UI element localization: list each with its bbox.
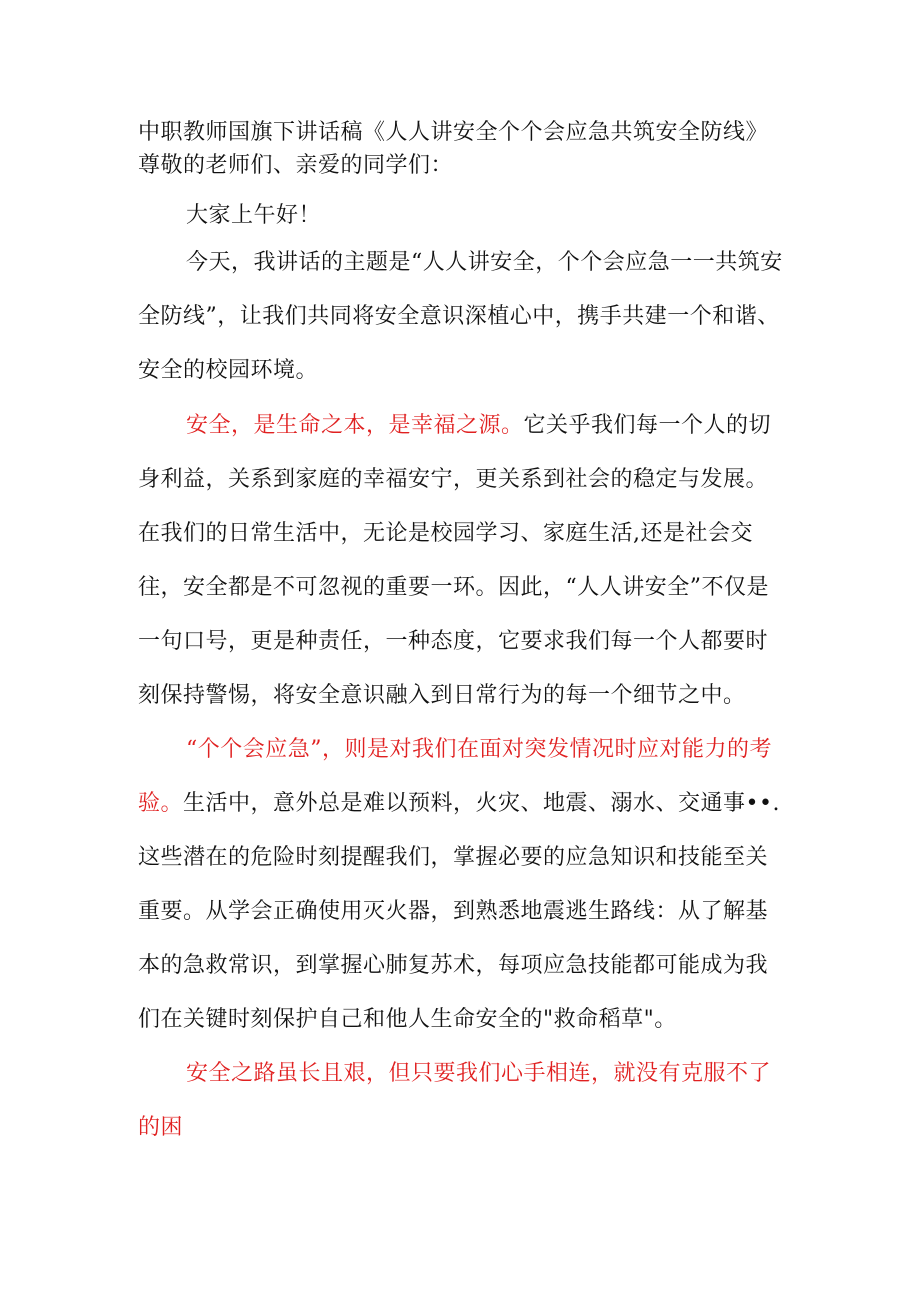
emergency-highlight: “个个会应急”，则是对我们在面对突发情况时应对能力的考验。: [138, 737, 772, 816]
safety-paragraph: [138, 399, 788, 723]
road-paragraph: 安全之路虽长且艰，但只要我们心手相连，就没有克服不了的困: [138, 1061, 772, 1140]
safety-body: 它关乎我们每一个人的切身利益，关系到家庭的幸福安宁，更关系到社会的稳定与发展。在我们的日常生活中，无论是校园学习、家庭生活,还是社会交往，安全都是不可忽视的重要一环。因此，“人人讲安全”不仅是一句口号，更是种责任，一种态度，它要求我们每一个人都要时刻保持警惕，将安全意识融入到日常行为的每一个细节之中。: [138, 413, 772, 708]
greeting-paragraph: 大家上午好！: [186, 203, 322, 228]
safety-highlight: 安全，是生命之本，是幸福之源。: [186, 413, 524, 438]
emergency-body: 生活中，意外总是难以预料，火灾、地震、溺水、交通事••.这些潜在的危险时刻提醒我们，掌握必要的应急知识和技能至关重要。从学会正确使用灭火器，到熟悉地震逃生路线：从了解基本的急救常识，到掌握心肺复苏术，每项应急技能都可能成为我们在关键时刻保护自己和他人生命安全的"救命稻草"。: [138, 791, 780, 1032]
document-title: 中职教师国旗下讲话稿《人人讲安全个个会应急共筑安全防线》尊敬的老师们、亲爱的同学们：: [138, 120, 769, 178]
topic-paragraph: 今天，我讲话的主题是“人人讲安全，个个会应急一一共筑安全防线”，让我们共同将安全意识深植心中，携手共建一个和谐、安全的校园环境。: [138, 250, 783, 383]
emergency-paragraph: [138, 723, 788, 1047]
